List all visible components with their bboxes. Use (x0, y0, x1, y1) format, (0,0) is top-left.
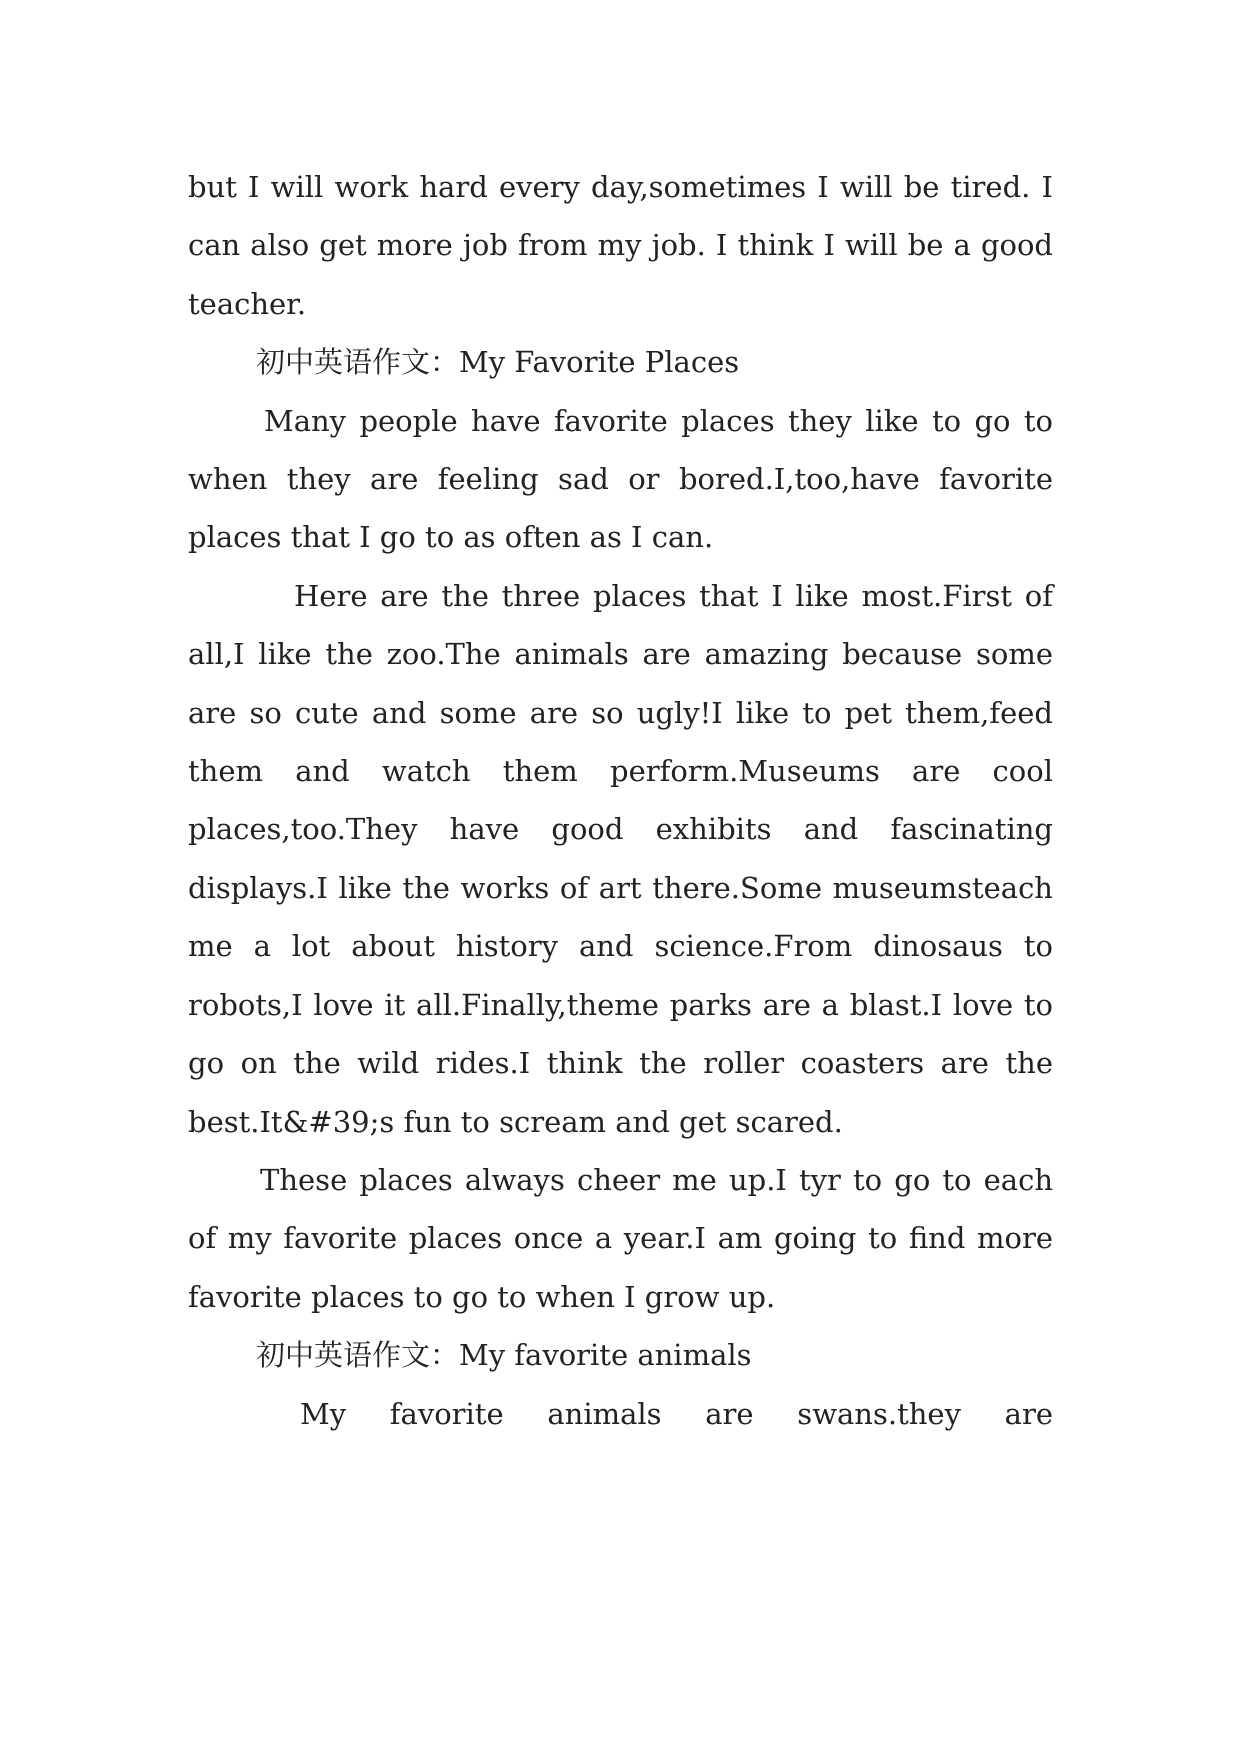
document-body (188, 158, 1053, 1443)
paragraph-intro-end: but I will work hard every day,sometimes I will be tired. I can also get more job from my job. I think I will be a good teacher. (188, 170, 1053, 321)
paragraph-places-intro: Many people have favorite places they like to go to when they are feeling sad or bored.I,too,have favorite places that I go to as often as I can. (188, 403, 1053, 555)
paragraph-animals-start: My favorite animals are swans.they are (300, 1396, 1053, 1431)
paragraph-places-conclusion: These places always cheer me up.I tyr to go to each of my favorite places once a year.I am going to find more favorite places to go to when I grow up. (188, 1162, 1053, 1314)
heading-favorite-places: 初中英语作文：My Favorite Places (256, 345, 740, 380)
paragraph-places-list: Here are the three places that I like most.First of all,I like the zoo.The animals are amazing because some are so cute and some are so ugly!I like to pet them,feed them and watch them perform.Museums are cool places,too.They have good exhibits and fascinating displays.I like the works of art there.Some museumsteach me a lot about history and science.From dinosaus to robots,I love it all.Finally,theme parks are a blast.I love to go on the wild rides.I think the roller coasters are the best.It&#39;s fun to scream and get scared. (188, 578, 1053, 1139)
heading-favorite-animals: 初中英语作文：My favorite animals (256, 1338, 752, 1373)
